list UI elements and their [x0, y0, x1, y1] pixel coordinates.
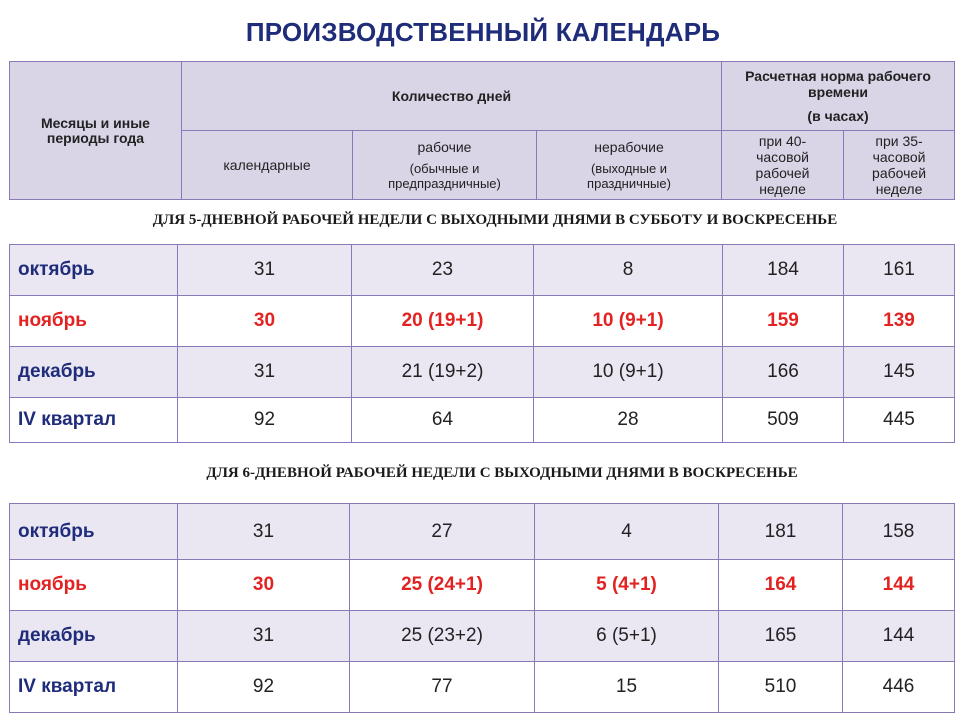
- month-cell: октябрь: [10, 245, 178, 296]
- month-cell: декабрь: [10, 611, 178, 662]
- table-row: [10, 611, 955, 662]
- calendar-days-header: календарные: [182, 131, 353, 200]
- working-cell: 77: [350, 662, 535, 713]
- working-cell: 27: [350, 504, 535, 560]
- section2-title: ДЛЯ 6-ДНЕВНОЙ РАБОЧЕЙ НЕДЕЛИ С ВЫХОДНЫМИ ДНЯМИ В ВОСКРЕСЕНЬЕ: [206, 465, 798, 481]
- h40-cell: 165: [719, 611, 843, 662]
- nonworking-cell: 8: [534, 245, 723, 296]
- nonworking-label: нерабочие: [594, 139, 664, 155]
- month-cell: декабрь: [10, 347, 178, 398]
- month-cell: IV квартал: [10, 662, 178, 713]
- table-row: [10, 504, 955, 560]
- h40-cell: 184: [723, 245, 844, 296]
- working-cell: 21 (19+2): [352, 347, 534, 398]
- h35-cell: 144: [843, 611, 955, 662]
- working-cell: 20 (19+1): [352, 296, 534, 347]
- table-row: [10, 662, 955, 713]
- calendar-cell: 31: [178, 347, 352, 398]
- header-table: [9, 61, 955, 200]
- nonworking-cell: 5 (4+1): [535, 560, 719, 611]
- working-label: рабочие: [417, 139, 472, 155]
- nonworking-cell: 15: [535, 662, 719, 713]
- table-5day: [9, 244, 955, 443]
- h40-cell: 181: [719, 504, 843, 560]
- h40-header: при 40-часовой рабочей неделе: [722, 131, 844, 200]
- h40-cell: 509: [723, 398, 844, 443]
- h40-cell: 164: [719, 560, 843, 611]
- calendar-cell: 31: [178, 504, 350, 560]
- h35-cell: 145: [844, 347, 955, 398]
- working-days-header: [353, 131, 537, 200]
- month-cell: ноябрь: [10, 296, 178, 347]
- month-cell: октябрь: [10, 504, 178, 560]
- norm-unit: (в часах): [807, 108, 869, 124]
- h35-header: при 35-часовой рабочей неделе: [844, 131, 955, 200]
- days-count-header: Количество дней: [182, 62, 722, 131]
- working-cell: 25 (24+1): [350, 560, 535, 611]
- table-row: [10, 398, 955, 443]
- nonworking-cell: 10 (9+1): [534, 296, 723, 347]
- working-cell: 23: [352, 245, 534, 296]
- h40-cell: 510: [719, 662, 843, 713]
- page-title: ПРОИЗВОДСТВЕННЫЙ КАЛЕНДАРЬ: [245, 17, 721, 47]
- calendar-cell: 92: [178, 662, 350, 713]
- month-cell: ноябрь: [10, 560, 178, 611]
- table-row: [10, 296, 955, 347]
- h35-cell: 144: [843, 560, 955, 611]
- working-cell: 25 (23+2): [350, 611, 535, 662]
- calendar-cell: 30: [178, 560, 350, 611]
- norm-header: [722, 62, 955, 131]
- nonworking-cell: 4: [535, 504, 719, 560]
- working-cell: 64: [352, 398, 534, 443]
- table-row: [10, 560, 955, 611]
- months-header: Месяцы и иные периоды года: [10, 62, 182, 200]
- nonworking-cell: 28: [534, 398, 723, 443]
- h35-cell: 446: [843, 662, 955, 713]
- norm-label: Расчетная норма рабочего времени: [745, 68, 931, 100]
- table-row: [10, 245, 955, 296]
- h35-cell: 158: [843, 504, 955, 560]
- table-6day: [9, 503, 955, 713]
- h40-cell: 166: [723, 347, 844, 398]
- calendar-cell: 31: [178, 245, 352, 296]
- nonworking-note: (выходные и праздничные): [587, 161, 671, 191]
- h40-cell: 159: [723, 296, 844, 347]
- h35-cell: 139: [844, 296, 955, 347]
- calendar-cell: 30: [178, 296, 352, 347]
- h35-cell: 445: [844, 398, 955, 443]
- table-row: [10, 347, 955, 398]
- nonworking-cell: 6 (5+1): [535, 611, 719, 662]
- h35-cell: 161: [844, 245, 955, 296]
- section1-title: ДЛЯ 5-ДНЕВНОЙ РАБОЧЕЙ НЕДЕЛИ С ВЫХОДНЫМИ ДНЯМИ В СУББОТУ И ВОСКРЕСЕНЬЕ: [152, 212, 838, 228]
- nonworking-days-header: [537, 131, 722, 200]
- calendar-cell: 92: [178, 398, 352, 443]
- nonworking-cell: 10 (9+1): [534, 347, 723, 398]
- working-note: (обычные и предпраздничные): [388, 161, 501, 191]
- calendar-cell: 31: [178, 611, 350, 662]
- month-cell: IV квартал: [10, 398, 178, 443]
